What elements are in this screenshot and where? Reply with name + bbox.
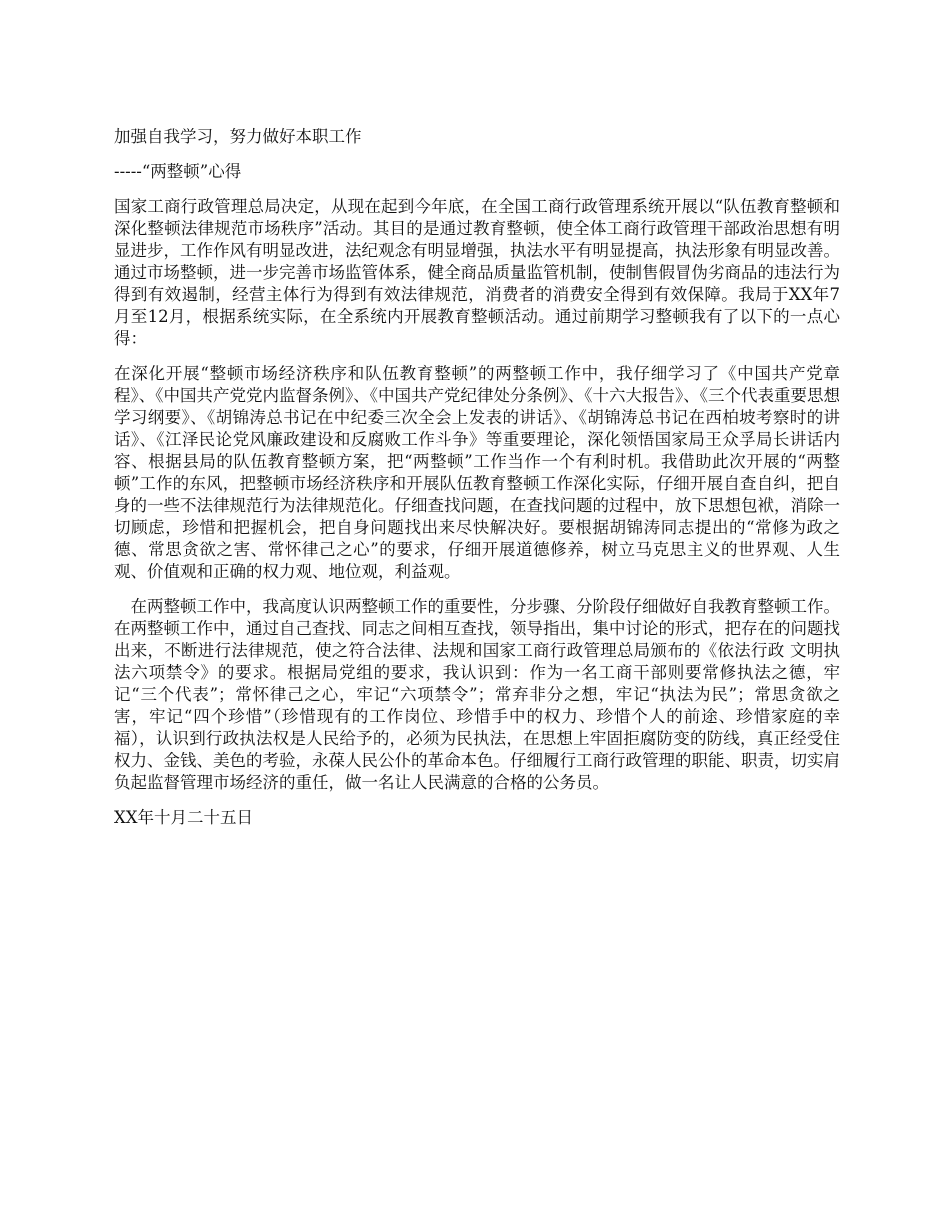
document-date: XX年十月二十五日 (114, 808, 253, 827)
document-title: 加强自我学习，努力做好本职工作 (114, 127, 362, 146)
document-page (114, 126, 840, 842)
paragraph-selfcheck: 在两整顿工作中，我高度认识两整顿工作的重要性，分步骤、分阶段仔细做好自我教育整顿工作。在两整顿工作中，通过自己查找、同志之间相互查找，领导指出，集中讨论的形式，把存在的问题找出来，不断进行法律规范，使之符合法律、法规和国家工商行政管理总局颁布的《依法行政 文明执法六项禁令》的要求。根据局党组的要求，我认识到：作为一名工商干部则要常修执法之德，牢记“三个代表”；常怀律己之心，牢记“六项禁令”；常弃非分之想，牢记“执法为民”；常思贪欲之害，牢记“四个珍惜”（珍惜现有的工作岗位、珍惜手中的权力、珍惜个人的前途、珍惜家庭的幸福），认识到行政执法权是人民给予的，必须为民执法，在思想上牢固拒腐防变的防线，真正经受住权力、金钱、美色的考验，永葆人民公仆的革命本色。仔细履行工商行政管理的职能、职责，切实肩负起监督管理市场经济的重任，做一名让人民满意的合格的公务员。 (114, 597, 840, 792)
paragraph-study: 在深化开展“整顿市场经济秩序和队伍教育整顿”的两整顿工作中，我仔细学习了《中国共产党章程》、《中国共产党党内监督条例》、《中国共产党纪律处分条例》、《十六大报告》、《三个代表重要思想学习纲要》、《胡锦涛总书记在中纪委三次全会上发表的讲话》、《胡锦涛总书记在西柏坡考察时的讲话》、《江泽民论党风廉政建设和反腐败工作斗争》等重要理论，深化领悟国家局王众孚局长讲话内容、根据县局的队伍教育整顿方案，把“两整顿”工作当作一个有利时机。我借助此次开展的“两整顿”工作的东风，把整顿市场经济秩序和开展队伍教育整顿工作深化实际，仔细开展自查自纠，把自身的一些不法律规范行为法律规范化。仔细查找问题，在查找问题的过程中，放下思想包袱，消除一切顾虑，珍惜和把握机会，把自身问题找出来尽快解决好。要根据胡锦涛同志提出的“常修为政之德、常思贪欲之害、常怀律己之心”的要求，仔细开展道德修养，树立马克思主义的世界观、人生观、价值观和正确的权力观、地位观，利益观。 (114, 364, 840, 581)
document-subtitle: -----“两整顿”心得 (114, 162, 242, 181)
paragraph-intro: 国家工商行政管理总局决定，从现在起到今年底，在全国工商行政管理系统开展以“队伍教育整顿和深化整顿法律规范市场秩序”活动。其目的是通过教育整顿，使全体工商行政管理干部政治思想有明显进步，工作作风有明显改进，法纪观念有明显增强，执法水平有明显提高，执法形象有明显改善。通过市场整顿，进一步完善市场监管体系，健全商品质量监管机制，使制售假冒伪劣商品的违法行为得到有效遏制，经营主体行为得到有效法律规范，消费者的消费安全得到有效保障。我局于XX年7月至12月，根据系统实际，在全系统内开展教育整顿活动。通过前期学习整顿我有了以下的一点心得： (114, 197, 840, 348)
